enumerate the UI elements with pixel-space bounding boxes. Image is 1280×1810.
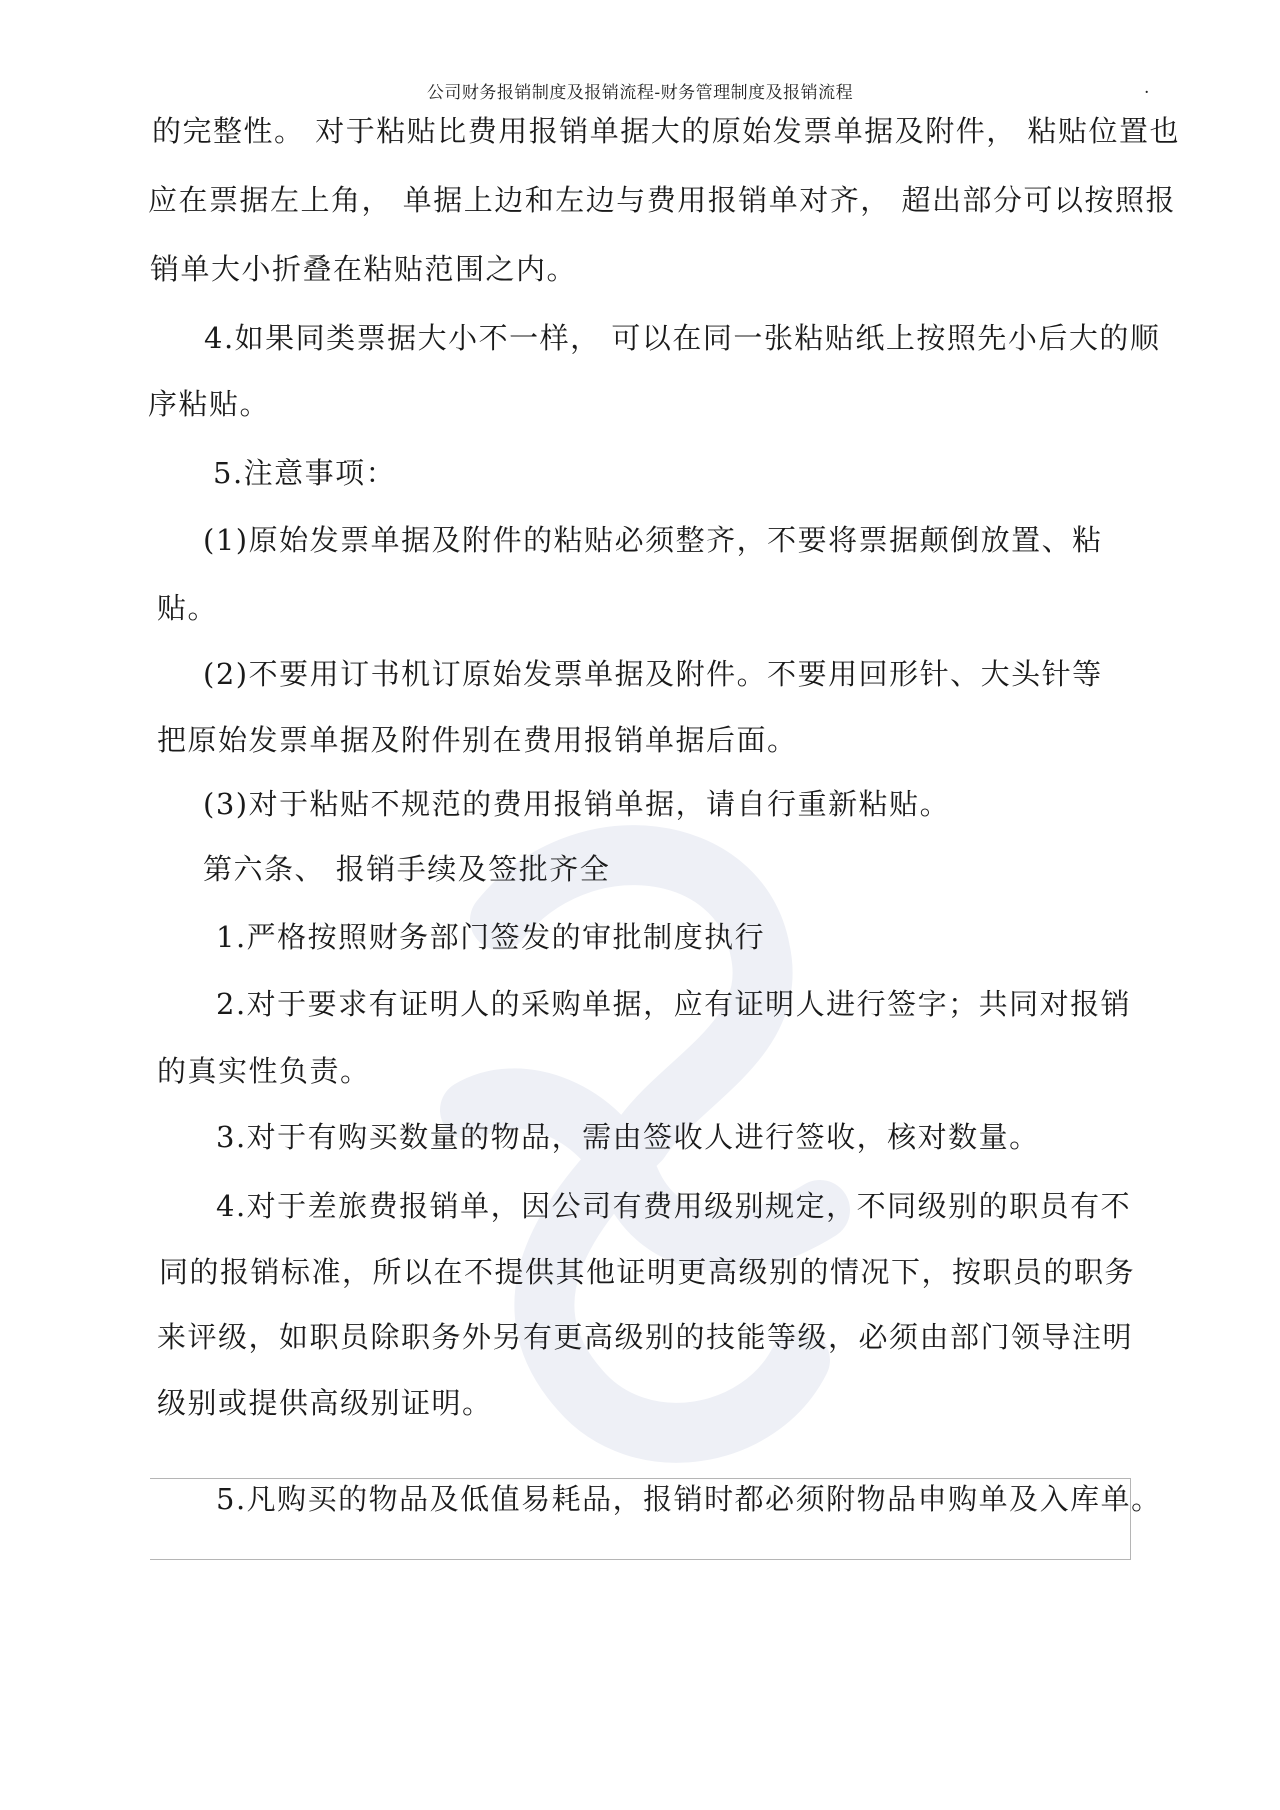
paragraph-line: 来评级，如职员除职务外另有更高级别的技能等级，必须由部门领导注明 (157, 1320, 1134, 1354)
paragraph-line: 5.凡购买的物品及低值易耗品，报销时都必须附物品申购单及入库单。 (216, 1482, 1162, 1516)
page-header-title: 公司财务报销制度及报销流程-财务管理制度及报销流程 (426, 83, 854, 103)
paragraph-line: 3.对于有购买数量的物品，需由签收人进行签收，核对数量。 (216, 1120, 1040, 1154)
paragraph-line: 序粘贴。 (148, 387, 271, 421)
page-header-dot: . (1144, 78, 1150, 98)
article-heading: 第六条、 报销手续及签批齐全 (203, 852, 611, 886)
section-heading: 5.注意事项： (213, 456, 397, 490)
paragraph-line: 应在票据左上角， 单据上边和左边与费用报销单对齐， 超出部分可以按照报 (148, 183, 1176, 217)
list-item: (2)不要用订书机订原始发票单据及附件。不要用回形针、大头针等 (203, 657, 1103, 691)
paragraph-line: 同的报销标准，所以在不提供其他证明更高级别的情况下，按职员的职务 (159, 1255, 1136, 1289)
paragraph-line: 4.如果同类票据大小不一样， 可以在同一张粘贴纸上按照先小后大的顺 (204, 321, 1161, 355)
paragraph-line: 的真实性负责。 (157, 1054, 371, 1088)
list-item: (1)原始发票单据及附件的粘贴必须整齐，不要将票据颠倒放置、粘 (203, 523, 1103, 557)
paragraph-line: 2.对于要求有证明人的采购单据，应有证明人进行签字；共同对报销 (216, 987, 1132, 1021)
list-item-continuation: 把原始发票单据及附件别在费用报销单据后面。 (157, 723, 798, 757)
paragraph-line: 的完整性。 对于粘贴比费用报销单据大的原始发票单据及附件， 粘贴位置也 (152, 114, 1180, 148)
paragraph-line: 1.严格按照财务部门签发的审批制度执行 (216, 920, 766, 954)
list-item-continuation: 贴。 (157, 591, 219, 625)
paragraph-line: 销单大小折叠在粘贴范围之内。 (150, 252, 578, 286)
paragraph-line: 级别或提供高级别证明。 (157, 1386, 493, 1420)
paragraph-line: 4.对于差旅费报销单，因公司有费用级别规定，不同级别的职员有不 (216, 1189, 1132, 1223)
list-item: (3)对于粘贴不规范的费用报销单据，请自行重新粘贴。 (203, 787, 951, 821)
watermark-logo (380, 780, 900, 1540)
